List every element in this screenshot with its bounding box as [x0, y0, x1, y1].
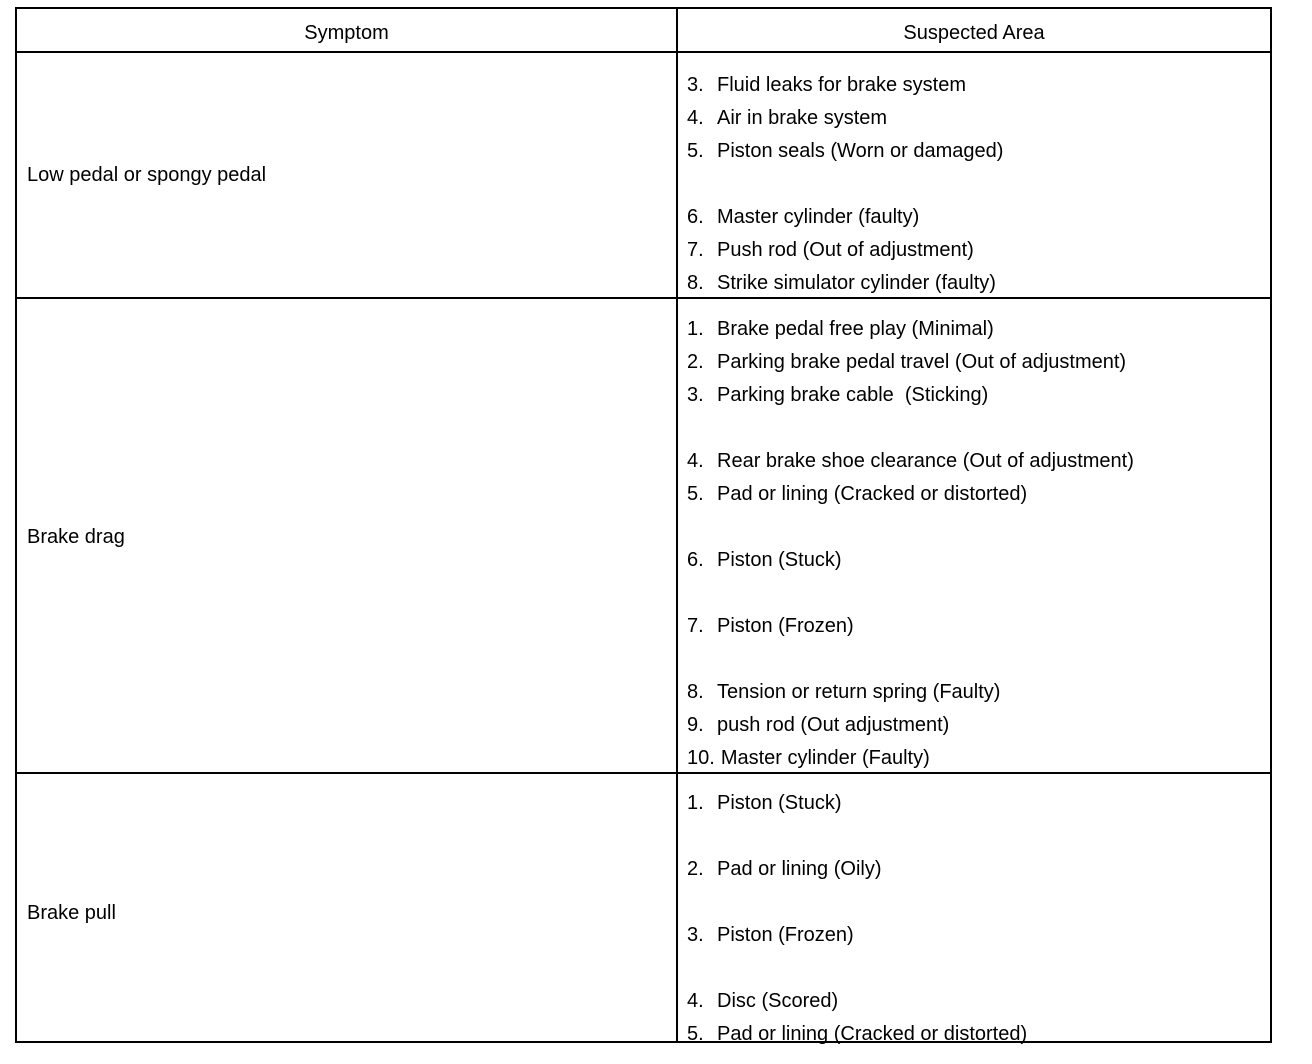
- table-row: [17, 297, 1270, 772]
- list-item: [687, 856, 882, 882]
- list-item: [687, 1021, 1027, 1047]
- item-number: 7.: [687, 615, 704, 637]
- item-number: 1.: [687, 792, 704, 814]
- list-item: [687, 349, 1126, 375]
- list-item: [687, 382, 988, 408]
- list-item: [687, 712, 949, 738]
- item-number: 5.: [687, 140, 704, 162]
- list-item: [687, 316, 994, 342]
- list-item: [687, 270, 996, 296]
- item-number: 4.: [687, 450, 704, 472]
- symptom-cell: Brake drag: [27, 526, 125, 548]
- item-number: 6.: [687, 206, 704, 228]
- list-item: [687, 237, 974, 263]
- item-text: Rear brake shoe clearance (Out of adjustment): [717, 450, 1134, 472]
- list-item: [687, 988, 838, 1014]
- list-item: [687, 72, 966, 98]
- list-item: [687, 138, 1003, 164]
- item-text: Piston (Frozen): [717, 615, 854, 637]
- header-suspected-area: Suspected Area: [903, 22, 1045, 44]
- table-header-row: [17, 9, 1270, 53]
- item-text: Piston (Stuck): [717, 792, 842, 814]
- symptom-cell: Brake pull: [27, 902, 116, 924]
- item-number: 7.: [687, 239, 704, 261]
- item-text: Master cylinder (faulty): [717, 206, 920, 228]
- item-number: 4.: [687, 990, 704, 1012]
- list-item: [687, 204, 919, 230]
- item-text: Pad or lining (Cracked or distorted): [717, 1023, 1028, 1045]
- item-text: Master cylinder (Faulty): [720, 747, 930, 769]
- item-number: 3.: [687, 384, 704, 406]
- item-number: 1.: [687, 318, 704, 340]
- item-text: Push rod (Out of adjustment): [717, 239, 974, 261]
- list-item: [687, 448, 1134, 474]
- item-text: Fluid leaks for brake system: [717, 74, 966, 96]
- item-text: Piston seals (Worn or damaged): [717, 140, 1004, 162]
- symptom-table: [15, 7, 1272, 1043]
- item-text: Piston (Stuck): [717, 549, 842, 571]
- list-item: [687, 922, 854, 948]
- item-text: Brake pedal free play (Minimal): [717, 318, 994, 340]
- item-number: 9.: [687, 714, 704, 736]
- item-text: Pad or lining (Cracked or distorted): [717, 483, 1028, 505]
- table-row: [17, 53, 1270, 297]
- table-row: [17, 772, 1270, 1045]
- item-number: 3.: [687, 924, 704, 946]
- item-text: Air in brake system: [717, 107, 888, 129]
- list-item: [687, 613, 854, 639]
- list-item: [687, 679, 1000, 705]
- item-text: Tension or return spring (Faulty): [717, 681, 1001, 703]
- list-item: [687, 745, 930, 771]
- item-number: 8.: [687, 272, 704, 294]
- item-number: 3.: [687, 74, 704, 96]
- item-number: 5.: [687, 483, 704, 505]
- item-text: Parking brake cable (Sticking): [717, 384, 989, 406]
- item-number: 2.: [687, 351, 704, 373]
- item-number: 10.: [687, 747, 715, 769]
- item-number: 4.: [687, 107, 704, 129]
- item-text: Parking brake pedal travel (Out of adjustment): [717, 351, 1127, 373]
- item-number: 5.: [687, 1023, 704, 1045]
- item-text: Pad or lining (Oily): [717, 858, 882, 880]
- item-text: Strike simulator cylinder (faulty): [717, 272, 996, 294]
- item-number: 2.: [687, 858, 704, 880]
- list-item: [687, 105, 887, 131]
- header-symptom: Symptom: [304, 22, 389, 44]
- item-text: Piston (Frozen): [717, 924, 854, 946]
- list-item: [687, 481, 1027, 507]
- item-text: Disc (Scored): [717, 990, 839, 1012]
- list-item: [687, 547, 841, 573]
- item-text: push rod (Out adjustment): [717, 714, 950, 736]
- symptom-cell: Low pedal or spongy pedal: [27, 164, 267, 186]
- item-number: 6.: [687, 549, 704, 571]
- item-number: 8.: [687, 681, 704, 703]
- list-item: [687, 790, 841, 816]
